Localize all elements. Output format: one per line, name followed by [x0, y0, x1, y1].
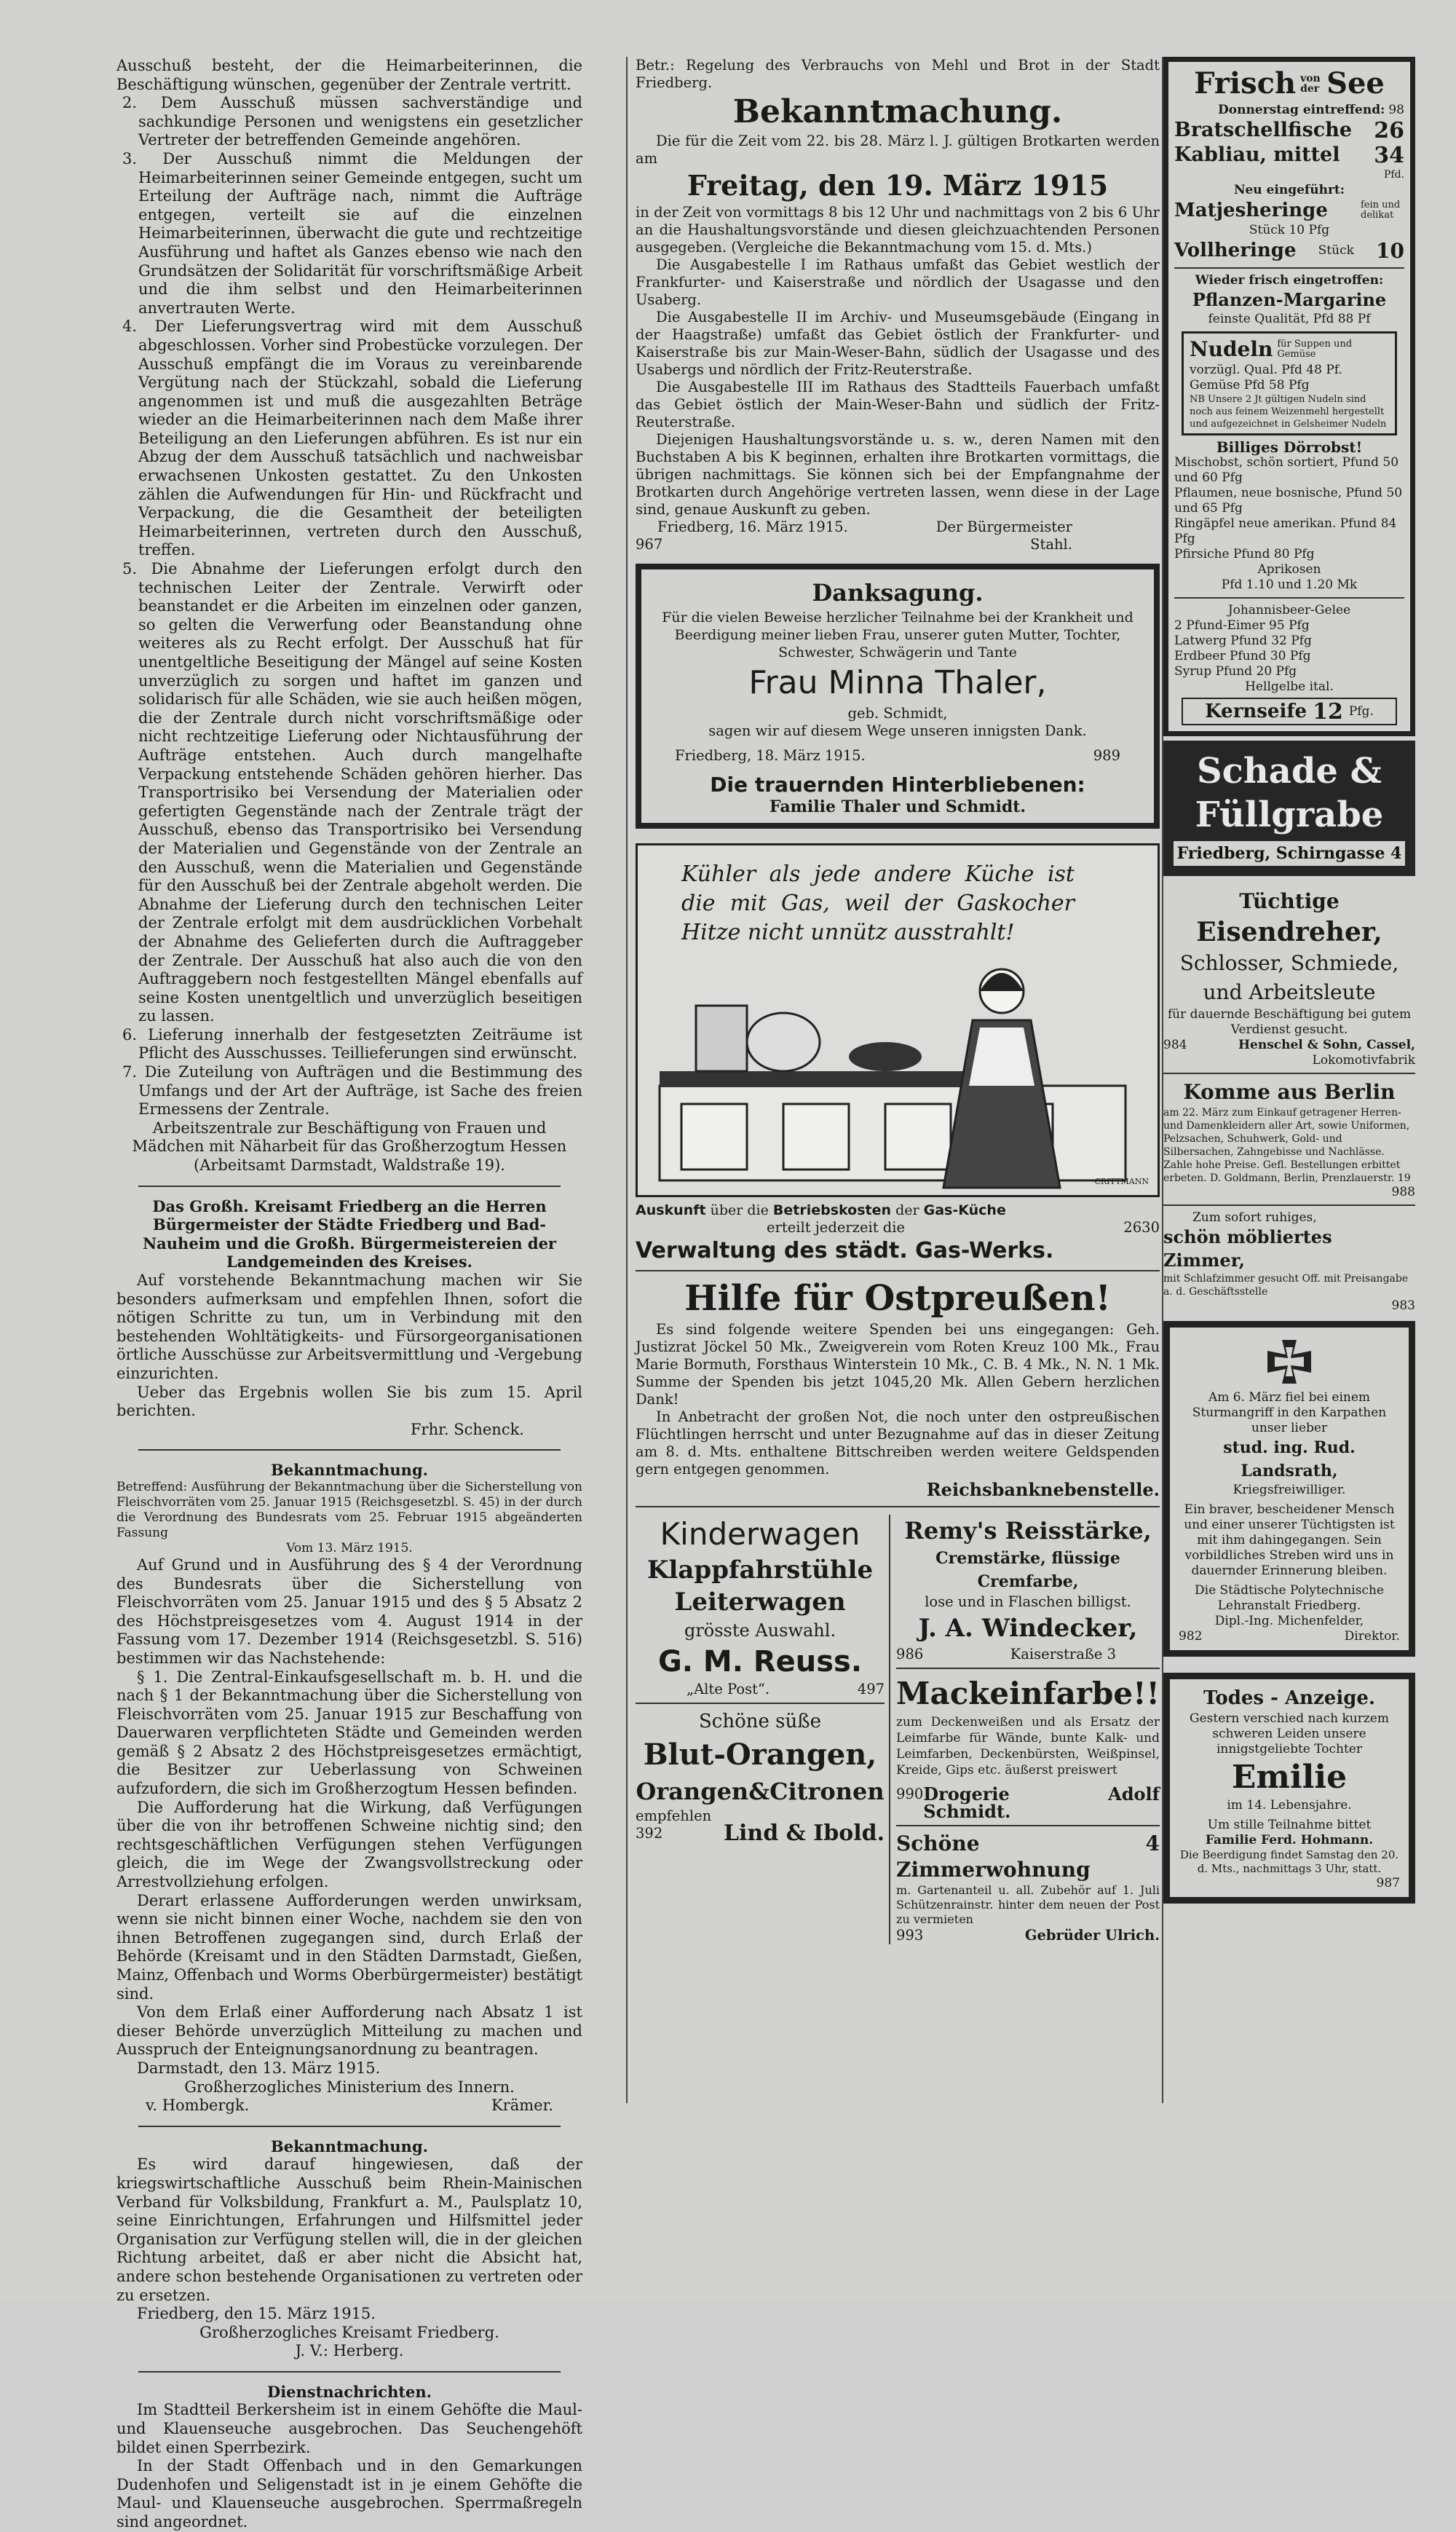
section-heading: Hilfe für Ostpreußen! — [684, 1278, 1111, 1319]
ad-footer — [896, 1927, 1160, 1944]
ad-heading: und Arbeitsleute — [1203, 980, 1376, 1004]
price-unit: Pfg. — [1348, 703, 1374, 719]
text-paragraph: Von dem Erlaß einer Aufforderung nach Absatz 1 ist dieser Behörde unverzüglich Mitteilung zu machen und Ausspruch der Enteignungsanordnung zu beantragen. — [116, 2003, 582, 2059]
ad-number: 98 — [1388, 103, 1404, 117]
ad-number: 986 — [896, 1646, 924, 1663]
ad-text: Auskunft — [636, 1202, 706, 1218]
job-ad — [1163, 888, 1415, 1068]
ad-text: Donnerstag eintreffend: — [1218, 103, 1385, 117]
section-heading: Bekanntmachung. — [271, 2137, 428, 2156]
ad-title — [1174, 65, 1404, 103]
signature: Familie Thaler und Schmidt. — [769, 797, 1026, 816]
ad-text: Kaiserstraße 3 — [1010, 1646, 1116, 1663]
noodle-box — [1182, 331, 1397, 435]
product-name: Kernseife — [1205, 701, 1307, 722]
text-paragraph: Es wird darauf hingewiesen, daß der kriegswirtschaftliche Ausschuß beim Rhein-Mainischen Verband für Volksbildung, Frankfurt a. M., Paulsplatz 10, seine Einrichtungen, Erfahrungen und Hilfsmittel jeder Organisation zur Verfügung stellen will, die in der gleichen Richtung arbeitet, daß er aber nicht die Absicht hat, andere schon bestehende Organisationen zu vertreten oder zu ersetzen. — [116, 2156, 582, 2304]
column-right — [1163, 57, 1415, 1904]
price-line — [1174, 143, 1404, 167]
ad-footer — [636, 1681, 885, 1698]
text-paragraph: Arbeitszentrale zur Beschäftigung von Frauen und Mädchen mit Näharbeit für das Großherzogtum Hessen — [132, 1119, 567, 1156]
ad-number: 990 — [896, 1786, 924, 1802]
section-heading: Bekanntmachung. — [732, 93, 1063, 130]
divider — [138, 1449, 561, 1451]
section-heading: Dienstnachrichten. — [266, 2382, 432, 2401]
price-unit: Pfd. — [1383, 169, 1404, 181]
ad-company: Drogerie Adolf Schmidt. — [923, 1783, 1160, 1822]
ad-grid — [636, 1515, 1160, 1944]
obituary-daughter — [1163, 1673, 1415, 1904]
fish-ad — [1163, 57, 1415, 736]
text-paragraph: Die Ausgabestelle III im Rathaus des Stadtteils Fauerbach umfaßt das Gebiet östlich der Main-Weser-Bahn und südlich der Fritz-Reuterstraße. — [636, 379, 1160, 430]
signature: J. V.: Herberg. — [295, 2342, 404, 2360]
deceased-name: Emilie — [1231, 1759, 1348, 1796]
ad-number: 987 — [1376, 1876, 1400, 1890]
text-paragraph: Derart erlassene Aufforderungen werden unwirksam, wenn sie nicht binnen einer Woche, nachdem sie den von ihnen Betroffenen zugegangen sind, durch Erlaß der Behörde (Kreisamt und in den Städten Darmstadt, Gießen, Mainz, Offenbach und Worms Oberbürgermeister) bestätigt sind. — [116, 1891, 582, 2003]
company-address: Friedberg, Schirngasse 4 — [1174, 841, 1405, 866]
ad-footer — [896, 1646, 1160, 1663]
ad-text: Stück 10 Pfg — [1249, 223, 1330, 237]
ad-text: für Suppen und Gemüse — [1277, 339, 1353, 360]
deceased-name: stud. ing. Rud. Landsrath, — [1223, 1438, 1356, 1480]
ad-text: Stück — [1318, 242, 1354, 258]
text-paragraph: Ein braver, bescheidener Mensch und einer unserer Tüchtigsten ist mit ihm dahingegangen. Sein vorbildliches Streben wird uns in dauernder Erinnerung bleiben. — [1184, 1502, 1395, 1578]
ad-number: 989 — [1093, 747, 1120, 764]
ad-text: Klappfahrstühle — [646, 1555, 874, 1585]
ad-text: am 22. März zum Einkauf getragener Herren- und Damenkleidern aller Art, sowie Uniformen, Pelzsachen, Schuhwerk, Gold- und Silbersachen, Zahngebisse und Nachlässe. Zahle hohe Preise. Gefl. Bestellungen erbittet erbeten. D. Goldmann, Berlin, Prenzlauerstr. 19 — [1163, 1107, 1411, 1184]
ad-text: Pfd 1.10 und 1.20 Mk — [1221, 577, 1358, 592]
ad-text: 2 Pfund-Eimer 95 Pfg — [1174, 618, 1310, 633]
ad-heading: Eisendreher, — [1196, 917, 1382, 947]
list-item: 6. Lieferung innerhalb der festgesetzten Zeiträume ist Pflicht des Ausschusses. Teillieferungen sind erwünscht. — [122, 1025, 582, 1062]
list-item: 2. Dem Ausschuß müssen sachverständige und sachkundige Personen und wenigstens ein gesetzlicher Vertreter der betreffenden Gemeinde angehören. — [122, 94, 582, 149]
office-line: Großherzogliches Ministerium des Innern. — [184, 2078, 515, 2096]
price: 10 — [1376, 238, 1404, 263]
room-ad — [1163, 1210, 1415, 1314]
ad-text: Leiterwagen — [674, 1588, 846, 1617]
product-name: Bratschellfische — [1174, 119, 1353, 141]
product-name: Matjesheringe — [1174, 200, 1328, 221]
signature: Krämer. — [491, 2097, 553, 2115]
product-name: Kabliau, mittel — [1174, 143, 1340, 166]
text-paragraph: im 14. Lebensjahre. — [1227, 1798, 1352, 1813]
ad-text: der — [895, 1202, 919, 1218]
starch-ad — [890, 1515, 1160, 1944]
date-heading: Freitag, den 19. März 1915 — [687, 169, 1109, 202]
divider — [636, 1703, 885, 1704]
gas-info-row — [636, 1219, 1160, 1237]
text-paragraph: Im Stadtteil Berkersheim ist in einem Gehöfte die Maul- und Klauenseuche ausgebrochen. Das Seuchengehöft bildet einen Sperrbezirk. — [116, 2401, 582, 2456]
ad-text: Hellgelbe ital. — [1245, 679, 1334, 694]
ad-number: 993 — [896, 1927, 924, 1944]
signature-row — [636, 518, 1160, 536]
signature-row — [636, 536, 1160, 553]
ad-text: feinste Qualität, Pfd 88 Pf — [1208, 312, 1371, 326]
section-heading: Das Großh. Kreisamt Friedberg an die Herren Bürgermeister der Städte Friedberg und Bad-Nauheim und die Großh. Bürgermeistereien der Landgemeinden des Kreises. — [142, 1196, 556, 1271]
ad-text: Aprikosen — [1257, 562, 1321, 577]
company-name: Schade & — [1196, 751, 1382, 792]
signature: Familie Ferd. Hohmann. — [1205, 1833, 1374, 1847]
ad-footer — [636, 1821, 885, 1846]
signature-row — [116, 2097, 582, 2115]
ad-text: Schöne süße — [699, 1711, 822, 1732]
ad-text: vorzügl. Qual. Pfd 48 Pf. — [1190, 363, 1342, 377]
date-line: Friedberg, 18. März 1915. — [675, 747, 866, 764]
list-item: 7. Die Zuteilung von Aufträgen und die Bestimmung des Umfangs und der Art der Aufträge, ist Sache des freien Ermessens der Zentrale. — [122, 1063, 582, 1119]
company-banner — [1163, 741, 1415, 876]
notice-heading: Danksagung. — [812, 579, 984, 607]
date-line: Friedberg, 16. März 1915. — [657, 518, 848, 535]
ad-text: Lokomotivfabrik — [1312, 1053, 1415, 1068]
ad-heading: Orangen&Citronen — [636, 1778, 885, 1805]
ad-heading: Kinderwagen — [660, 1516, 860, 1552]
ad-heading: Schlosser, Schmiede, — [1179, 951, 1399, 975]
ad-heading: Verwaltung des städt. Gas-Werks. — [636, 1238, 1054, 1263]
notice-heading: Todes - Anzeige. — [1203, 1687, 1375, 1709]
ad-text: Erdbeer Pfund 30 Pfg — [1174, 649, 1311, 663]
price-line — [1174, 238, 1404, 263]
ad-company: G. M. Reuss. — [657, 1645, 863, 1679]
ad-text: grösste Auswahl. — [684, 1620, 836, 1641]
date-line: Darmstadt, den 13. März 1915. — [137, 2059, 381, 2077]
text-paragraph: Für die vielen Beweise herzlicher Teilnahme bei der Krankheit und Beerdigung meiner lieben Frau, unserer guten Mutter, Tochter, Schwester, Schwägerin und Tante — [662, 610, 1133, 660]
text-paragraph: Betr.: Regelung des Verbrauchs von Mehl und Brot in der Stadt Friedberg. — [636, 57, 1160, 91]
ad-heading: See — [1326, 66, 1385, 100]
ad-text: Wieder frisch eingetroffen: — [1195, 273, 1384, 288]
divider — [896, 1668, 1160, 1669]
text-paragraph: Auf vorstehende Bekanntmachung machen wir Sie besonders aufmerksam und empfehlen Ihnen, sofort die nötigen Schritte zu tun, um in Verbindung mit den bestehenden Wohltätigkeits- und Fürsorgeorganisationen örtliche Ausschüsse zur Arbeitsvermittlung und -Vergebung einzurichten. — [116, 1271, 582, 1382]
ad-text: Tüchtige — [1239, 889, 1340, 913]
ad-text: über die — [710, 1202, 769, 1218]
signature: Stahl. — [1030, 536, 1072, 553]
signature: Dipl.-Ing. Michenfelder, — [1214, 1614, 1364, 1628]
ad-text: empfehlen — [636, 1807, 712, 1824]
ad-number: 984 — [1163, 1038, 1187, 1052]
ad-text: Cremstärke, flüssige Cremfarbe, — [935, 1549, 1120, 1591]
date-line: Vom 13. März 1915. — [286, 1540, 413, 1555]
price: 26 — [1374, 117, 1404, 143]
ad-text: Syrup Pfund 20 Pfg — [1174, 664, 1297, 679]
ad-company: J. A. Windecker, — [918, 1614, 1138, 1643]
divider — [896, 1825, 1160, 1826]
ad-heading: Billiges Dörrobst! — [1216, 438, 1363, 456]
divider — [636, 1506, 1160, 1507]
text-paragraph: Betreffend: Ausführung der Bekanntmachung über die Sicherstellung von Fleischvorräten vom 25. Januar 1915 (Reichsgesetzbl. S. 45) in der durch die Verordnung des Bundesrats vom 25. Februar 1915 abgeänderten Fassung — [116, 1479, 582, 1540]
ad-text: m. Gartenanteil u. all. Zubehör auf 1. Juli Schützenrainstr. hinter dem neuen der Post zu vermieten — [896, 1883, 1160, 1926]
price: 12 — [1313, 698, 1343, 725]
ad-heading: Blut-Orangen, — [643, 1738, 877, 1772]
ad-company: Lind & Ibold. — [723, 1821, 885, 1846]
product-name: Vollheringe — [1174, 240, 1297, 261]
ad-text: Pfirsiche Pfund 80 Pfg — [1174, 547, 1315, 561]
ad-text: lose und in Flaschen billigst. — [925, 1593, 1131, 1610]
ad-text: Gas-Küche — [923, 1202, 1006, 1218]
list-item: 5. Die Abnahme der Lieferungen erfolgt durch den technischen Leiter der Zentrale. Verwirft oder beanstandet er die Arbeiten im einzelnen oder ganzen, so gelten die Verwerfung oder Beanstandung ohne weiteres als zu Recht erfolgt. Der Ausschuß hat für unentgeltliche Beseitigung der Mängel auf seine Kosten unverzüglich zu sorgen und haftet im ganzen und solidarisch für alle Schäden, wie sie auch heißen mögen, die der Zentrale durch nicht vorschriftsmäßige oder nicht rechtzeitige Lieferung oder Nichtausführung der Aufträge entstehen. Auch durch mangelhafte Verpackung entstehende Schäden gehören hierher. Das Transportrisiko bei Versendung der Materialien oder gefertigten Gegenstände nach der Zentrale trägt der Ausschuß, ebenso das Transportrisiko bei Versendung der Materialien und Gegenstände von der Zentrale an den Ausschuß, wenn die Materialien und Gegenstände für den Ausschuß bei der Zentrale abgeholt werden. Die Abnahme der Lieferung durch den technischen Leiter der Zentrale erfolgt mit dem ausdrücklichen Vorbehalt der Abnahme des Gelieferten durch die Auftraggeber der Zentrale. Der Ausschuß hat also auch die von den Auftraggebern noch festgestellten Mängel ebenfalls auf seine Kosten unentgeltlich und unverzüglich beseitigen zu lassen. — [122, 560, 582, 1025]
artist-signature: CRITTMANN — [1094, 1177, 1149, 1186]
thanks-notice — [636, 564, 1160, 829]
divider — [138, 2371, 561, 2373]
price-line — [1174, 118, 1404, 143]
ad-heading: Schöne 4 Zimmerwohnung — [896, 1831, 1160, 1882]
signature-row — [660, 740, 1135, 772]
divider — [1163, 1073, 1415, 1074]
ad-text: zum Deckenweißen und als Ersatz der Leimfarbe für Wände, bunte Kalk- und Leimfarben, Deckenbürsten, Weißpinsel, Kreide, Gips etc. äußerst preiswert — [896, 1715, 1160, 1778]
text-paragraph: in der Zeit von vormittags 8 bis 12 Uhr und nachmittags von 2 bis 6 Uhr an die Haushaltungsvorstände und diesen gleichzuachtenden Personen ausgegeben. (Vergleiche die Bekanntmachung vom 15. d. Mts.) — [636, 204, 1160, 256]
text-paragraph: Ueber das Ergebnis wollen Sie bis zum 15. April berichten. — [116, 1383, 582, 1420]
ad-text: fein und delikat — [1361, 200, 1401, 221]
signature: Direktor. — [1344, 1629, 1400, 1644]
text-paragraph: § 1. Die Zentral-Einkaufsgesellschaft m. b. H. und die nach § 1 der Bekanntmachung über die Sicherstellung von Fleischvorräten vom 25. Januar 1915 zur Beschaffung von Dauerwaren verpflichteten Städte und Gemeinden werden gemäß § 2 Absatz 2 des Höchstpreisgesetzes ermächtigt, die Besitzer zur Ueberlassung von Schweinen aufzufordern, die sich im Großherzogtum Hessen befinden. — [116, 1668, 582, 1798]
text-paragraph: Es sind folgende weitere Spenden bei uns eingegangen: Geh. Justizrat Jöckel 50 Mk., Zweigverein vom Roten Kreuz 100 Mk., Frau Marie Bormuth, Forsthaus Winterstein 10 Mk., C. B. 4 Mk., N. N. 1 Mk. Summe der Spenden bis jetzt 1045,20 Mk. Allen Gebern herzlichen Dank! — [636, 1321, 1160, 1408]
ad-heading: Mackeinfarbe!! — [896, 1676, 1160, 1711]
ad-number: 2630 — [1123, 1219, 1160, 1236]
signature: v. Hombergk. — [146, 2097, 250, 2115]
deceased-name: Frau Minna Thaler, — [748, 664, 1047, 701]
signature: Reichsbanknebenstelle. — [926, 1479, 1160, 1500]
ad-text: Betriebskosten — [772, 1202, 892, 1218]
product-name: Nudeln — [1190, 337, 1273, 361]
text-paragraph: Die Aufforderung hat die Wirkung, daß Verfügungen über die von ihr betroffenen Schweine nichtig sind; den rechtsgeschäftlichen Verfügungen stehen Verfügungen gleich, die im Wege der Zwangsvollstreckung oder Arrestvollziehung erfolgen. — [116, 1798, 582, 1891]
text-paragraph: In der Stadt Offenbach und in den Gemarkungen Dudenhofen und Seligenstadt ist in je einem Gehöfte die Maul- und Klauenseuche ausgebrochen. Sperrmaßregeln sind angeordnet. — [116, 2457, 582, 2531]
list-item: 3. Der Ausschuß nimmt die Meldungen der Heimarbeiterinnen seiner Gemeinde entgegen, sucht um Erteilung der Aufträge nach, nimmt die Aufträge entgegen, verteilt sie auf die einzelnen Heimarbeiterinnen, überwacht die gute und rechtzeitige Ausführung und haftet als Ganzes ebenso wie nach den Grundsätzen der Solidarität für vorschriftsmäßige Arbeit und die ihm selbst und den Heimarbeiterinnen anvertrauten Werte. — [122, 149, 582, 317]
signature: Der Bürgermeister — [935, 518, 1072, 535]
ad-text: Mischobst, schön sortiert, Pfund 50 und 60 Pfg — [1174, 455, 1399, 485]
ad-text: Johannisbeer-Gelee — [1227, 603, 1351, 618]
date-line: Friedberg, den 15. März 1915. — [137, 2305, 376, 2323]
ad-footer — [1179, 1629, 1400, 1644]
ad-text: Gemüse Pfd 58 Pfg — [1190, 378, 1310, 393]
ad-number: 983 — [1391, 1298, 1415, 1313]
ad-text: Neu eingeführt: — [1233, 183, 1345, 197]
ad-heading: Komme aus Berlin — [1183, 1080, 1396, 1104]
column-middle — [636, 57, 1160, 1944]
text-paragraph: Auf Grund und in Ausführung des § 4 der Verordnung des Bundesrats über die Sicherstellung von Fleischvorräten vom 25. Januar 1915 und des § 5 Absatz 2 des Höchstpreisgesetzes vom 4. August 1914 in der Fassung vom 17. Dezember 1914 (Reichsgesetzbl. S. 516) bestimmen wir das Nachstehende: — [116, 1555, 582, 1667]
gas-info-line — [636, 1202, 1160, 1219]
ad-number: 982 — [1179, 1629, 1203, 1644]
ad-text: „Alte Post“. — [687, 1681, 770, 1697]
price-line — [1174, 198, 1404, 223]
price-line — [1182, 698, 1397, 725]
ad-text: erteilt jederzeit die — [767, 1219, 906, 1236]
divider — [138, 2126, 561, 2127]
gas-kitchen-ad — [636, 843, 1160, 1197]
birth-name: geb. Schmidt, — [847, 705, 948, 722]
woman-cooking-illustration — [638, 845, 1158, 1195]
ad-footer — [896, 1783, 1160, 1822]
text-paragraph: Um stille Teilnahme bittet — [1207, 1818, 1372, 1832]
product-name: Pflanzen-Margarine — [1192, 289, 1387, 310]
price: 34 — [1374, 142, 1404, 168]
stroller-ad — [636, 1515, 890, 1944]
divider — [636, 1270, 1160, 1271]
ad-company: Gebrüder Ulrich. — [1024, 1927, 1160, 1944]
institution-name: Die Städtische Polytechnische Lehranstalt Friedberg. — [1195, 1583, 1384, 1613]
buyer-ad — [1163, 1078, 1415, 1200]
text-paragraph: sagen wir auf diesem Wege unseren innigsten Dank. — [708, 722, 1087, 739]
text-paragraph: Die Ausgabestelle I im Rathaus umfaßt das Gebiet westlich der Frankfurter- und Kaiserstraße und nördlich der Usagasse und den Usaberg. — [636, 256, 1160, 308]
ad-text: für dauernde Beschäftigung bei gutem Verdienst gesucht. — [1167, 1007, 1412, 1037]
ad-text: NB Unsere 2 Jt gültigen Nudeln sind noch aus feinem Weizenmehl hergestellt und aufgezeichnet in Gelsheimer Nudeln — [1190, 394, 1387, 430]
ad-heading: schön möbliertes Zimmer, — [1163, 1226, 1332, 1271]
divider — [1174, 597, 1404, 599]
ad-text: Zum sofort ruhiges, — [1192, 1210, 1317, 1225]
divider — [138, 1186, 561, 1187]
ad-text: Ringäpfel neue amerikan. Pfund 84 Pfg — [1174, 516, 1397, 546]
ad-number: 497 — [857, 1681, 885, 1697]
text-paragraph: (Arbeitsamt Darmstadt, Waldstraße 19). — [194, 1156, 505, 1175]
column-rule — [626, 57, 628, 2103]
company-name: Füllgrabe — [1195, 794, 1384, 835]
text-paragraph: Am 6. März fiel bei einem Sturmangriff in den Karpathen unser lieber — [1192, 1390, 1387, 1435]
text-paragraph: Kriegsfreiwilliger. — [1233, 1483, 1346, 1497]
signature: Die trauernden Hinterbliebenen: — [710, 773, 1085, 797]
column-left — [116, 57, 582, 2532]
section-heading: Bekanntmachung. — [271, 1461, 428, 1480]
ad-text: Pflaumen, neue bosnische, Pfund 50 und 65 Pfg — [1174, 486, 1403, 516]
text-paragraph: Ausschuß besteht, der die Heimarbeiterinnen, die Beschäftigung wünschen, gegenüber der Zentrale vertritt. — [116, 57, 582, 93]
signature: Frhr. Schenck. — [410, 1420, 524, 1438]
ad-line — [1174, 103, 1404, 118]
text-paragraph: Diejenigen Haushaltungsvorstände u. s. w., deren Namen mit den Buchstaben A bis K beginnen, erhalten ihre Brotkarten vormittags, die übrigen nachmittags. Sie können sich bei der Empfangnahme der Brotkarten durch Angehörige vertreten lassen, wenn diese in der Lage sind, genaue Auskunft zu geben. — [636, 431, 1160, 518]
ad-number: 392 — [636, 1825, 663, 1842]
office-line: Großherzogliches Kreisamt Friedberg. — [199, 2323, 499, 2341]
ad-slogan: Kühler als jede andere Küche ist die mit Gas, weil der Gaskocher Hitze nicht unnütz ausstrahlt! — [681, 861, 1075, 945]
ad-text: mit Schlafzimmer gesucht Off. mit Preisangabe a. d. Geschäftsstelle — [1163, 1273, 1409, 1298]
divider — [1163, 1204, 1415, 1206]
ad-text: Latwerg Pfund 32 Pfg — [1174, 634, 1312, 648]
ad-heading: Remy's Reisstärke, — [904, 1517, 1152, 1545]
ad-company: Henschel & Sohn, Cassel, — [1238, 1038, 1415, 1052]
text-paragraph: Die für die Zeit vom 22. bis 28. März l. J. gültigen Brotkarten werden am — [636, 133, 1160, 167]
ad-number: 988 — [1391, 1185, 1415, 1199]
text-paragraph: Gestern verschied nach kurzem schweren Leiden unsere innigstgeliebte Tochter — [1190, 1711, 1389, 1756]
ad-heading: Frisch — [1194, 66, 1297, 100]
obituary-soldier — [1163, 1321, 1415, 1657]
list-item: 4. Der Lieferungsvertrag wird mit dem Ausschuß abgeschlossen. Vorher sind Probestücke vorzulegen. Der Ausschuß empfängt die im Voraus zu vereinbarende Vergütung nach der Stückzahl, sobald die Lieferung angenommen ist und muß die ausgezahlten Beträge wieder an die Heimarbeiterinnen nach dem Maße ihrer Beteiligung an den Lieferungen abführen. Es ist nur ein Abzug der dem Ausschuß tatsächlich und nachweisbar erwachsenen Unkosten gestattet. Zu den Unkosten zählen die Aufwendungen für Hin- und Rückfracht und Verpackung, die die Gesamtheit der beteiligten Heimarbeiterinnen, vertreten durch den Ausschuß, treffen. — [122, 318, 582, 559]
text-paragraph: Die Beerdigung findet Samstag den 20. d. Mts., nachmittags 3 Uhr, statt. — [1179, 1848, 1399, 1875]
text-paragraph: In Anbetracht der großen Not, die noch unter den ostpreußischen Flüchtlingen herrscht und unter Bezugnahme auf das in dieser Zeitung am 8. d. Mts. enthaltene Bittschreiben werden weitere Geldspenden gern entgegen genommen. — [636, 1408, 1160, 1478]
price-line — [1190, 336, 1389, 363]
ad-text: von der — [1300, 73, 1321, 95]
iron-cross-icon — [1264, 1336, 1315, 1387]
ad-number: 967 — [636, 536, 663, 553]
divider — [1174, 267, 1404, 269]
text-paragraph: Die Ausgabestelle II im Archiv- und Museumsgebäude (Eingang in der Haagstraße) umfaßt das Gebiet östlich der Frankfurter- und Kaiserstraße bis zur Main-Weser-Bahn, südlich der Usagasse und des Usabergs und nördlich der Fritz-Reuterstraße. — [636, 309, 1160, 378]
ad-footer — [1163, 1038, 1415, 1053]
